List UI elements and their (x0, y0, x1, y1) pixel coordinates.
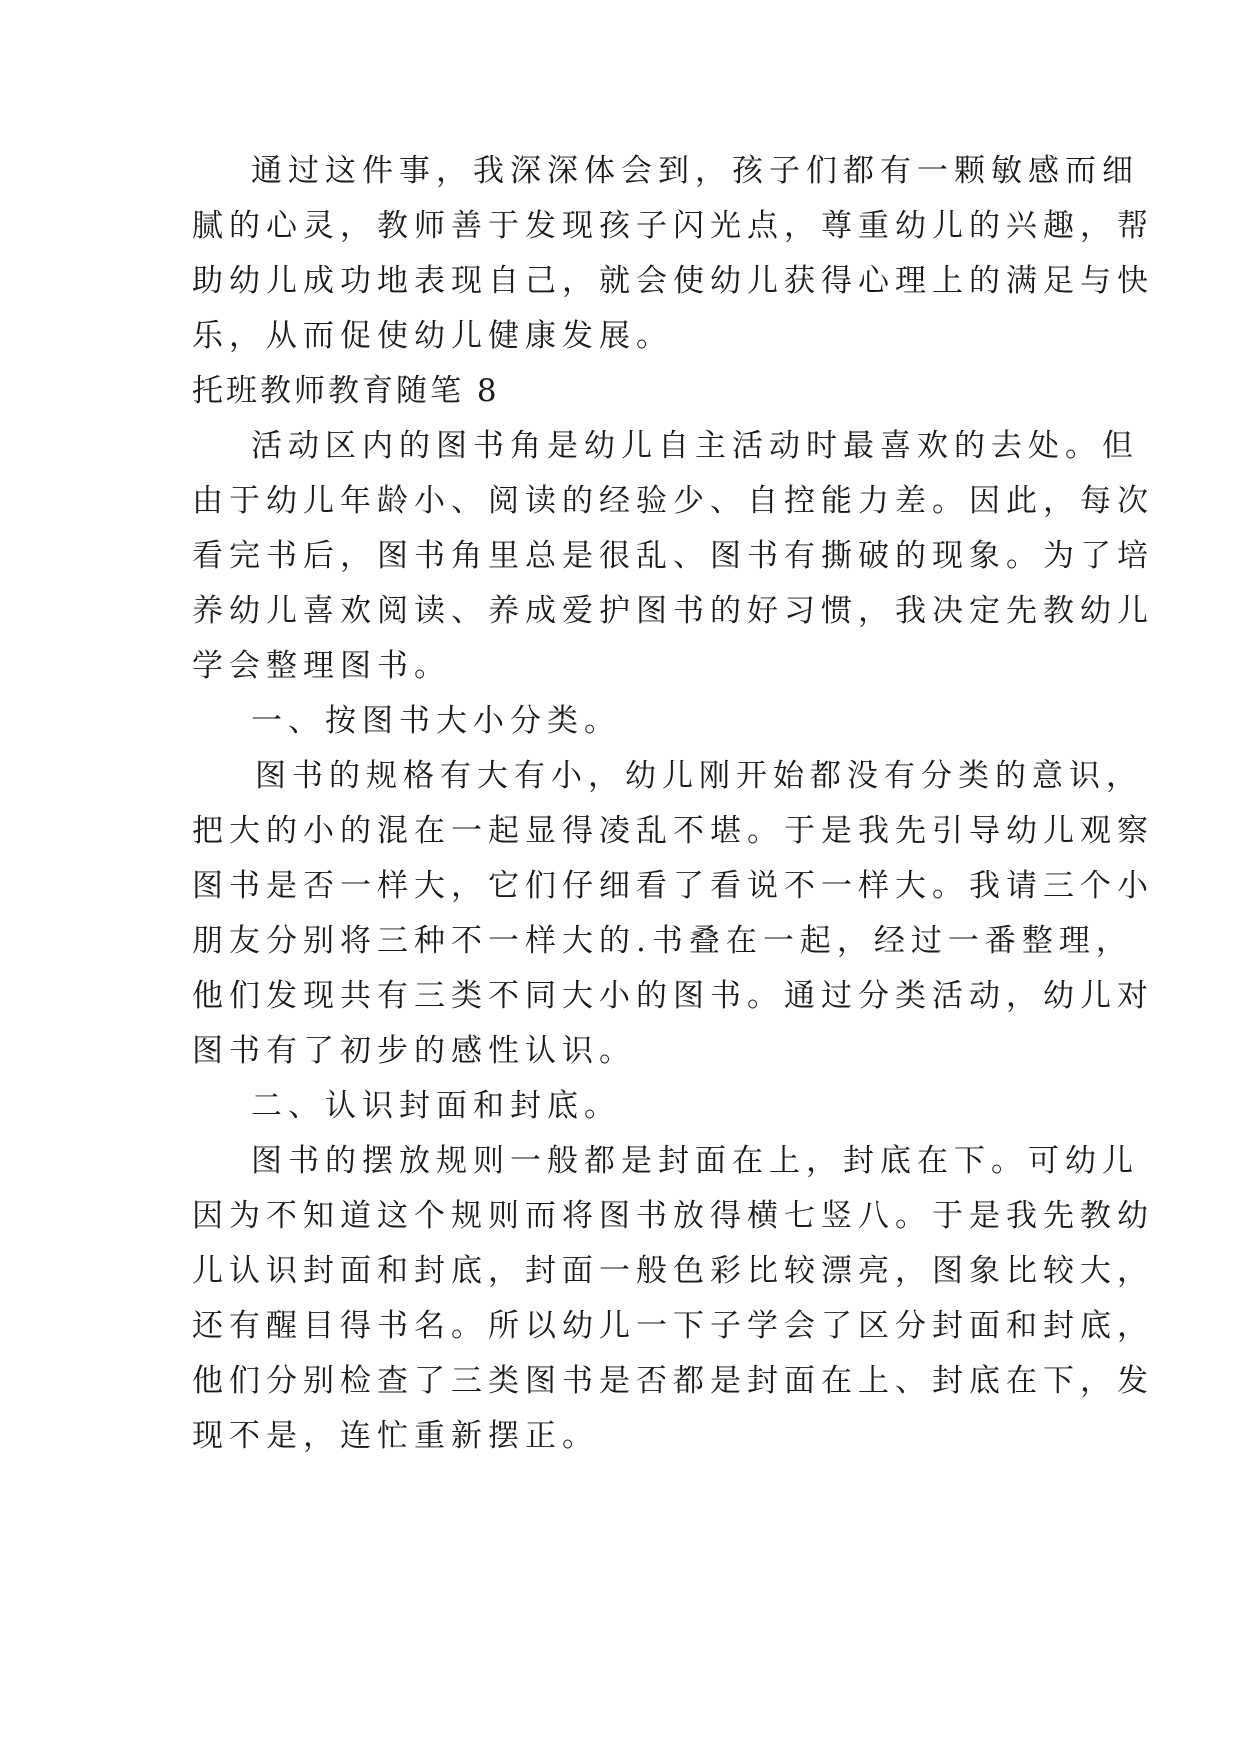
paragraph-line: 图书的规格有大有小，幼儿刚开始都没有分类的意识， (255, 758, 1143, 794)
paragraph-line: 乐，从而促使幼儿健康发展。 (192, 318, 673, 354)
paragraph-line: 图书有了初步的感性认识。 (192, 1033, 636, 1069)
paragraph-line: 学会整理图书。 (192, 648, 451, 684)
paragraph-line: 现不是，连忙重新摆正。 (192, 1418, 599, 1454)
paragraph-line: 看完书后，图书角里总是很乱、图书有撕破的现象。为了培 (192, 538, 1154, 574)
paragraph-line: 图书是否一样大，它们仔细看了看说不一样大。我请三个小 (192, 868, 1154, 904)
paragraph-line: 他们分别检查了三类图书是否都是封面在上、封底在下，发 (192, 1363, 1154, 1399)
paragraph-line: 把大的小的混在一起显得凌乱不堪。于是我先引导幼儿观察 (192, 813, 1154, 849)
paragraph-line: 朋友分别将三种不一样大的.书叠在一起，经过一番整理， (192, 923, 1133, 959)
paragraph-line: 儿认识封面和封底，封面一般色彩比较漂亮，图象比较大， (192, 1253, 1154, 1289)
subheading: 一、按图书大小分类。 (251, 703, 621, 739)
paragraph-line: 助幼儿成功地表现自己，就会使幼儿获得心理上的满足与快 (192, 263, 1154, 299)
paragraph-line: 通过这件事，我深深体会到，孩子们都有一颗敏感而细 (251, 153, 1139, 189)
paragraph-line: 图书的摆放规则一般都是封面在上，封底在下。可幼儿 (251, 1143, 1139, 1179)
paragraph-line: 由于幼儿年龄小、阅读的经验少、自控能力差。因此，每次 (192, 483, 1154, 519)
paragraph-line: 还有醒目得书名。所以幼儿一下子学会了区分封面和封底， (192, 1308, 1154, 1344)
paragraph-line: 活动区内的图书角是幼儿自主活动时最喜欢的去处。但 (251, 428, 1139, 464)
paragraph-line: 因为不知道这个规则而将图书放得横七竖八。于是我先教幼 (192, 1198, 1154, 1234)
subheading: 二、认识封面和封底。 (251, 1088, 621, 1124)
paragraph-line: 养幼儿喜欢阅读、养成爱护图书的好习惯，我决定先教幼儿 (192, 593, 1154, 629)
paragraph-line: 腻的心灵，教师善于发现孩子闪光点，尊重幼儿的兴趣，帮 (192, 208, 1154, 244)
section-heading: 托班教师教育随笔 8 (192, 373, 500, 409)
paragraph-line: 他们发现共有三类不同大小的图书。通过分类活动，幼儿对 (192, 978, 1154, 1014)
